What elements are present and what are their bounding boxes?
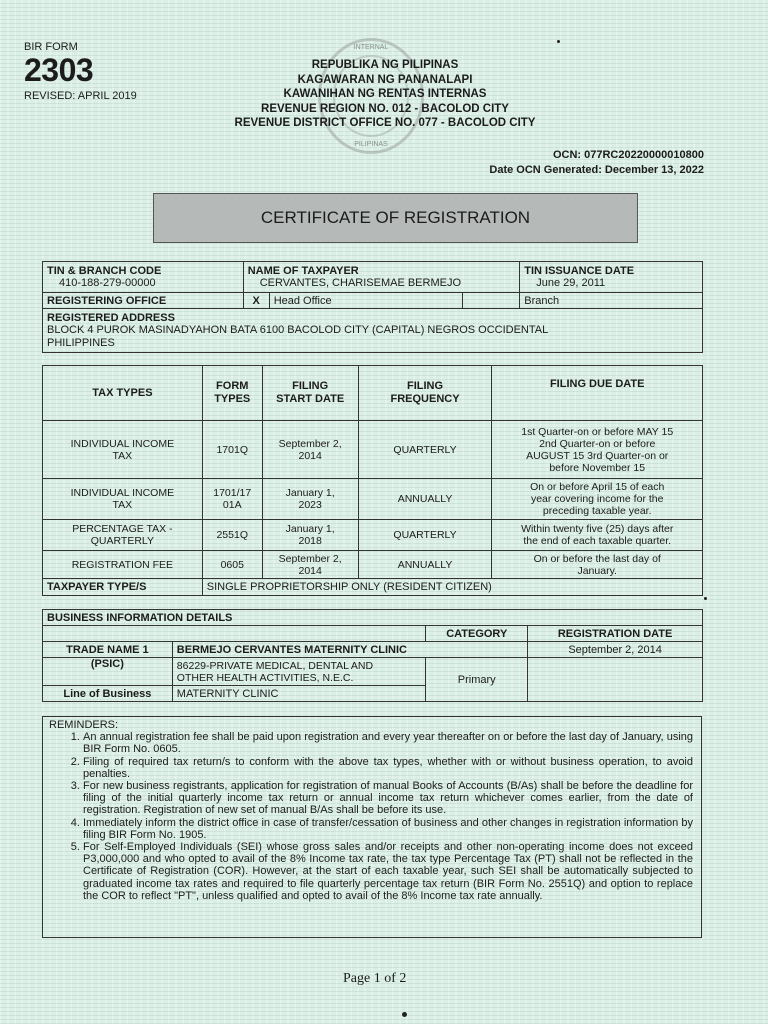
- reminder-item: 3. For new business registrants, application for registration of manual Books of Accounts (B/As) shall be before the deadline for filing of the initial quarterly income tax return or annual income tax return whichever comes earlier, from the date of registration. Registration of new set of manual B/As shall be before its use.: [83, 780, 695, 817]
- psic-line1: 86229-PRIVATE MEDICAL, DENTAL AND: [176, 659, 374, 672]
- line-of-business-label: Line of Business: [43, 686, 173, 702]
- scan-speck: [557, 40, 560, 43]
- address-cell: [43, 309, 703, 353]
- col-freq-line1: FILING: [406, 380, 444, 392]
- ocn-number: OCN: 077RC20220000010800: [552, 149, 704, 161]
- tax-type-cell: [43, 421, 203, 479]
- tax-type-cell: REGISTRATION FEE: [43, 551, 203, 579]
- trade-name-label: TRADE NAME 1: [43, 642, 173, 658]
- ocn-block: [489, 148, 704, 178]
- tax-type-line2: QUARTERLY: [90, 535, 154, 547]
- due-line: 1st Quarter-on or before MAY 15: [521, 425, 674, 438]
- taxpayer-type-label: TAXPAYER TYPE/S: [43, 579, 203, 596]
- tax-type-cell: [43, 520, 203, 551]
- col-form-types-line1: FORM: [216, 380, 249, 392]
- tax-table-header: [43, 366, 703, 421]
- form-type-cell: [202, 421, 262, 479]
- tax-row: [43, 520, 703, 551]
- business-info-table: [42, 609, 703, 702]
- header-line-region: REVENUE REGION NO. 012 - BACOLOD CITY: [261, 102, 509, 115]
- issuance-cell: [520, 262, 703, 293]
- reminder-item: 4. Immediately inform the district office in case of transfer/cessation of business and other changes in registration information by filing BIR Form No. 1905.: [83, 817, 695, 841]
- due-line: AUGUST 15 3rd Quarter-on or: [526, 449, 669, 462]
- start-date-line2: 2018: [298, 535, 322, 547]
- tax-types-table: [42, 365, 703, 596]
- due-date-cell: [492, 551, 703, 579]
- start-date-line1: January 1,: [285, 523, 335, 535]
- tax-row: [43, 421, 703, 479]
- start-date-cell: [262, 479, 358, 520]
- col-start-line1: FILING: [292, 380, 329, 392]
- reminders-box: [42, 716, 702, 938]
- registration-date-label: REGISTRATION DATE: [528, 626, 703, 642]
- address-line-1: BLOCK 4 PUROK MASINADYAHON BATA 6100 BACOLOD CITY (CAPITAL) NEGROS OCCIDENTAL: [47, 324, 549, 337]
- due-line: On or before April 15 of each: [530, 481, 665, 493]
- issuance-label: TIN ISSUANCE DATE: [524, 265, 635, 277]
- due-date-cell: [492, 520, 703, 551]
- frequency-cell: ANNUALLY: [358, 479, 492, 520]
- tin-label: TIN & BRANCH CODE: [47, 265, 162, 277]
- category-value: Primary: [426, 658, 528, 702]
- taxpayer-name: CERVANTES, CHARISEMAE BERMEJO: [259, 277, 462, 289]
- col-start-date: [262, 366, 358, 421]
- header-line-department: KAGAWARAN NG PANANALAPI: [297, 73, 473, 86]
- agency-header: [180, 58, 590, 131]
- tin-value: 410-188-279-00000: [59, 277, 156, 289]
- category-label: CATEGORY: [426, 626, 528, 642]
- due-line: 2nd Quarter-on or before: [539, 437, 656, 450]
- registration-date-value: September 2, 2014: [528, 642, 703, 658]
- header-line-bureau: KAWANIHAN NG RENTAS INTERNAS: [283, 88, 487, 100]
- frequency-cell: QUARTERLY: [358, 421, 492, 479]
- tax-row: [43, 479, 703, 520]
- head-office-checkbox: X: [243, 293, 269, 309]
- start-date-cell: [262, 551, 358, 579]
- form-type-cell: 2551Q: [202, 520, 262, 551]
- due-date-cell: [492, 479, 703, 520]
- form-number: 2303: [24, 52, 94, 88]
- line-of-business-value: MATERNITY CLINIC: [172, 686, 426, 702]
- reminder-item: 2. Filing of required tax return/s to conform with the above tax types, whether with or without business operation, to avoid penalties.: [83, 756, 695, 780]
- business-section-label: BUSINESS INFORMATION DETAILS: [43, 610, 703, 626]
- form-type-line1: 1701/17: [213, 487, 252, 499]
- tax-type-cell: [43, 479, 203, 520]
- frequency-cell: ANNUALLY: [358, 551, 492, 579]
- header-line-republic: REPUBLIKA NG PILIPINAS: [311, 59, 459, 71]
- form-type-line1: 1701Q: [216, 443, 248, 456]
- col-form-types: [202, 366, 262, 421]
- form-type-cell: 0605: [202, 551, 262, 579]
- start-date-cell: [262, 421, 358, 479]
- revision-date: REVISED: APRIL 2019: [24, 90, 137, 102]
- col-freq-line2: FREQUENCY: [390, 393, 460, 405]
- start-date-line1: September 2,: [278, 437, 342, 450]
- reminder-item: 5. For Self-Employed Individuals (SEI) whose gross sales and/or receipts and other non-operating income does not exceed P3,000,000 and who opted to avail of the 8% Income tax rate, the tax type Percentage Tax (PT) shall not be reflected in the Certificate of Registration (COR). However, at the start of each taxable year, such SEI shall be automatically subjected to graduated income tax rates and required to file quarterly percentage tax return (BIR Form No. 2551Q) and option to replace the COR to reflect "PT", unless qualified and opted to avail of the 8% Income tax rate annually.: [83, 841, 695, 902]
- due-line: before November 15: [549, 461, 646, 474]
- due-date-cell: [492, 421, 703, 479]
- start-date-cell: [262, 520, 358, 551]
- start-date-line1: January 1,: [285, 487, 335, 499]
- reminder-item: 1. An annual registration fee shall be paid upon registration and every year thereafter on or before the last day of January, using BIR Form No. 0605.: [83, 731, 695, 755]
- start-date-line2: 2014: [298, 449, 322, 462]
- branch-label: Branch: [520, 293, 703, 309]
- form-type-line2: 01A: [222, 499, 242, 511]
- scan-speck: [402, 1012, 407, 1017]
- psic-line2: OTHER HEALTH ACTIVITIES, N.E.C.: [176, 671, 354, 684]
- due-line: the end of each taxable quarter.: [523, 535, 672, 547]
- tax-type-line2: TAX: [112, 449, 133, 462]
- start-date-line2: 2014: [298, 564, 322, 577]
- form-label: BIR FORM: [24, 41, 78, 53]
- reminders-list: [49, 731, 695, 902]
- taxpayer-type-value: SINGLE PROPRIETORSHIP ONLY (RESIDENT CITIZEN): [202, 579, 702, 596]
- address-line-2: PHILIPPINES: [47, 336, 115, 349]
- page-number: Page 1 of 2: [343, 971, 407, 986]
- registering-office-label: REGISTERING OFFICE: [43, 293, 244, 309]
- tax-type-line2: TAX: [112, 499, 133, 511]
- header-line-district: REVENUE DISTRICT OFFICE NO. 077 - BACOLOD CITY: [234, 117, 536, 129]
- start-date-line1: September 2,: [278, 552, 342, 565]
- seal-bottom-text: PILIPINAS: [354, 141, 388, 148]
- tax-row: [43, 551, 703, 579]
- form-type-cell: [202, 479, 262, 520]
- col-due-date: FILING DUE DATE: [492, 366, 703, 421]
- col-frequency: [358, 366, 492, 421]
- due-line: preceding taxable year.: [542, 505, 652, 517]
- address-label: REGISTERED ADDRESS: [47, 311, 175, 324]
- scan-speck: [704, 597, 707, 600]
- reminders-title: REMINDERS:: [49, 719, 119, 731]
- name-cell: [243, 262, 520, 293]
- col-start-line2: START DATE: [276, 393, 345, 405]
- frequency-cell: QUARTERLY: [358, 520, 492, 551]
- taxpayer-info-table: [42, 261, 703, 353]
- due-line: On or before the last day of: [533, 552, 661, 565]
- tax-type-line1: INDIVIDUAL INCOME: [70, 487, 175, 499]
- due-line: January.: [577, 564, 617, 577]
- issuance-date: June 29, 2011: [536, 277, 606, 289]
- psic-value: [172, 658, 426, 686]
- seal-top-text: INTERNAL: [353, 44, 389, 51]
- ocn-date: Date OCN Generated: December 13, 2022: [489, 164, 704, 176]
- col-tax-types: TAX TYPES: [43, 366, 203, 421]
- trade-name-value: BERMEJO CERVANTES MATERNITY CLINIC: [172, 642, 527, 658]
- tax-type-line1: PERCENTAGE TAX -: [72, 523, 173, 535]
- name-label: NAME OF TAXPAYER: [247, 265, 359, 277]
- due-line: Within twenty five (25) days after: [521, 523, 674, 535]
- certificate-title: CERTIFICATE OF REGISTRATION: [153, 193, 638, 243]
- psic-label: (PSIC): [43, 658, 173, 686]
- tin-cell: [43, 262, 244, 293]
- head-office-label: Head Office: [269, 293, 463, 309]
- due-line: year covering income for the: [530, 493, 664, 505]
- start-date-line2: 2023: [298, 499, 322, 511]
- tax-type-line1: INDIVIDUAL INCOME: [70, 437, 175, 450]
- col-form-types-line2: TYPES: [214, 393, 251, 405]
